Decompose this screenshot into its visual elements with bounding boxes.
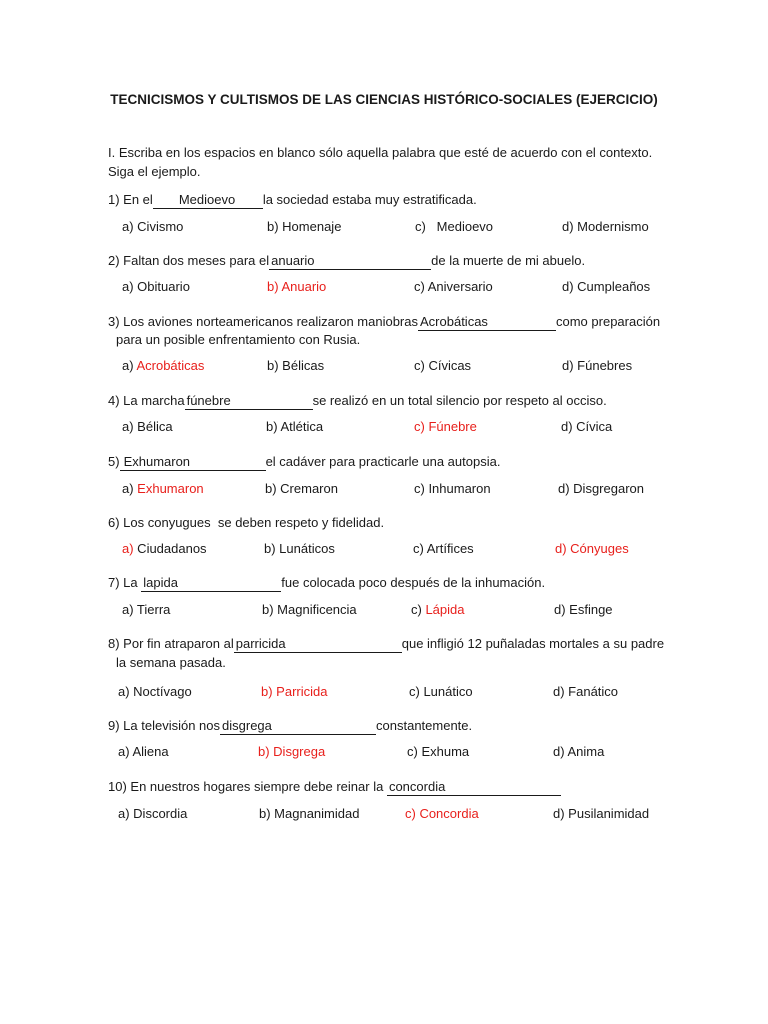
instructions-line-1: I. Escriba en los espacios en blanco sólo aquella palabra que esté de acuerdo con el contexto. <box>108 145 653 160</box>
question-2-text-after: de la muerte de mi abuelo. <box>431 253 586 268</box>
question-9 <box>108 716 472 735</box>
question-3-text-before: 3) Los aviones norteamericanos realizaron maniobras <box>108 314 418 329</box>
question-3-answer-blank[interactable]: Acrobáticas <box>418 314 556 331</box>
question-10-option-a: a) Discordia <box>118 806 188 821</box>
question-9-option-a: a) Aliena <box>118 744 169 759</box>
question-5-option-d: d) Disgregaron <box>558 481 644 496</box>
question-7 <box>108 573 545 592</box>
question-9-option-c: c) Exhuma <box>407 744 470 759</box>
question-1-option-a: a) Civismo <box>122 219 184 234</box>
question-8-option-c: c) Lunático <box>409 684 473 699</box>
question-8-text-before: 8) Por fin atraparon al <box>108 636 234 651</box>
question-1-option-c: c) Medioevo <box>415 219 494 234</box>
question-9-answer-blank[interactable]: disgrega <box>220 718 376 735</box>
question-8-option-d: d) Fanático <box>553 684 619 699</box>
question-6-option-b: b) Lunáticos <box>264 541 335 556</box>
question-4-option-c: c) Fúnebre <box>414 419 477 434</box>
question-8-text-after: que infligió 12 puñaladas mortales a su padre <box>401 636 665 651</box>
question-7-option-c <box>411 600 465 619</box>
question-5-option-a-word: Exhumaron <box>137 481 204 496</box>
question-3-option-c: c) Cívicas <box>414 358 472 373</box>
question-5-option-a-letter: a) <box>122 481 138 496</box>
question-3-option-b: b) Bélicas <box>267 358 325 373</box>
instructions <box>108 143 668 181</box>
question-4-text-before: 4) La marcha <box>108 393 185 408</box>
question-7-answer-blank[interactable]: lapida <box>141 575 281 592</box>
question-3-option-d: d) Fúnebres <box>562 358 633 373</box>
question-5-option-b: b) Cremaron <box>265 481 338 496</box>
question-1-text-after: la sociedad estaba muy estratificada. <box>262 192 477 207</box>
question-1-answer-blank[interactable]: Medioevo <box>153 192 263 209</box>
question-10-option-c: c) Concordia <box>405 806 479 821</box>
question-8-answer-blank[interactable]: parricida <box>234 636 402 653</box>
page-title: TECNICISMOS Y CULTISMOS DE LAS CIENCIAS HISTÓRICO-SOCIALES (EJERCICIO) <box>110 92 658 107</box>
question-4 <box>108 391 607 410</box>
question-2 <box>108 251 585 270</box>
question-1-option-b: b) Homenaje <box>267 219 342 234</box>
question-6-option-c: c) Artífices <box>413 541 474 556</box>
question-2-option-b: b) Anuario <box>267 279 327 294</box>
question-10-option-d: d) Pusilanimidad <box>553 806 650 821</box>
question-7-text-before: 7) La <box>108 575 138 590</box>
question-3 <box>108 312 660 331</box>
question-4-option-d: d) Cívica <box>561 419 613 434</box>
question-3-option-a-letter: a) <box>122 358 137 373</box>
question-5-text-before: 5) <box>108 454 120 469</box>
question-1 <box>108 190 477 209</box>
question-5-option-c: c) Inhumaron <box>414 481 491 496</box>
question-4-answer-blank[interactable]: fúnebre <box>185 393 313 410</box>
question-7-text-after: fue colocada poco después de la inhumación. <box>281 575 546 590</box>
question-2-option-d: d) Cumpleaños <box>562 279 651 294</box>
question-2-option-a: a) Obituario <box>122 279 190 294</box>
question-6: 6) Los conyugues se deben respeto y fidelidad. <box>108 515 385 530</box>
instructions-line-2: Siga el ejemplo. <box>108 164 201 179</box>
question-8-option-a: a) Noctívago <box>118 684 192 699</box>
question-9-text-before: 9) La televisión nos <box>108 718 221 733</box>
question-4-option-a: a) Bélica <box>122 419 173 434</box>
question-7-option-b: b) Magnificencia <box>262 602 357 617</box>
question-1-option-d: d) Modernismo <box>562 219 649 234</box>
question-7-option-a: a) Tierra <box>122 602 171 617</box>
question-10-text-before: 10) En nuestros hogares siempre debe reinar la <box>108 779 384 794</box>
question-6-option-d: d) Cónyuges <box>555 541 629 556</box>
question-3-option-a <box>122 356 204 375</box>
question-2-answer-blank[interactable]: anuario <box>269 253 431 270</box>
question-6-option-a-letter: a) <box>122 541 134 556</box>
question-5-option-a <box>122 479 204 498</box>
question-9-option-b: b) Disgrega <box>258 744 326 759</box>
question-9-option-d: d) Anima <box>553 744 605 759</box>
question-4-option-b: b) Atlética <box>266 419 324 434</box>
question-10-answer-blank[interactable]: concordia <box>387 779 561 796</box>
question-6-option-a <box>122 539 207 558</box>
question-3-text-after: como preparación <box>556 314 661 329</box>
question-7-option-c-word: Lápida <box>425 602 465 617</box>
question-10-option-b: b) Magnanimidad <box>259 806 360 821</box>
question-1-text-before: 1) En el <box>108 192 153 207</box>
question-6-option-a-word: Ciudadanos <box>133 541 207 556</box>
question-2-option-c: c) Aniversario <box>414 279 493 294</box>
question-3-option-a-word: Acrobáticas <box>136 358 205 373</box>
question-5-answer-blank[interactable]: Exhumaron <box>120 454 266 471</box>
question-5 <box>108 452 500 471</box>
question-8-option-b: b) Parricida <box>261 684 328 699</box>
question-4-text-after: se realizó en un total silencio por respeto al occiso. <box>312 393 607 408</box>
question-2-text-before: 2) Faltan dos meses para el <box>108 253 270 268</box>
question-8-continuation: la semana pasada. <box>116 655 226 670</box>
question-10 <box>108 777 561 796</box>
question-7-option-c-letter: c) <box>411 602 426 617</box>
question-5-text-after: el cadáver para practicarle una autopsia. <box>265 454 501 469</box>
question-3-continuation: para un posible enfrentamiento con Rusia. <box>116 332 361 347</box>
question-9-text-after: constantemente. <box>376 718 473 733</box>
question-7-option-d: d) Esfinge <box>554 602 613 617</box>
question-8 <box>108 634 664 653</box>
